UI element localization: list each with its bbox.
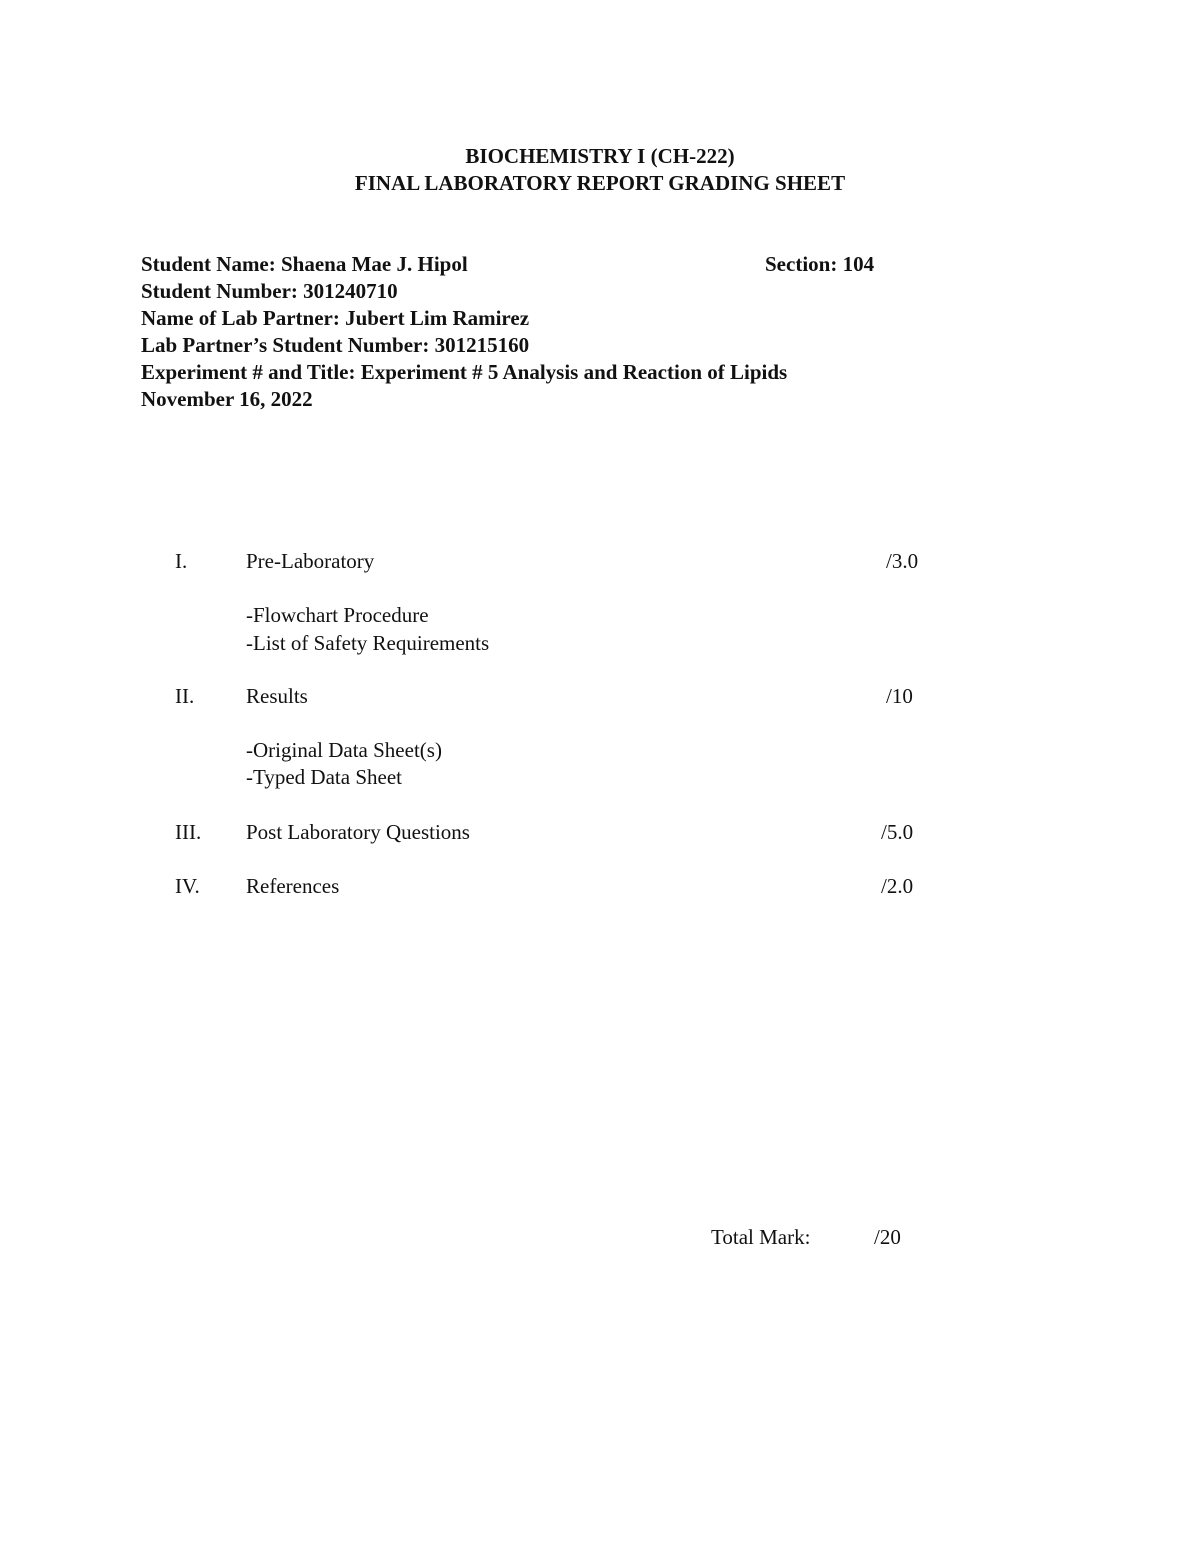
section-subitem: -List of Safety Requirements [246,631,490,655]
section-subitem: -Original Data Sheet(s) [246,738,442,762]
section-mark: /3.0 [886,549,919,573]
document-title: BIOCHEMISTRY I (CH-222) [465,144,735,168]
document-subtitle: FINAL LABORATORY REPORT GRADING SHEET [354,171,846,195]
lab-partner-number: Lab Partner’s Student Number: 301215160 [141,333,530,357]
section-mark: /5.0 [881,820,914,844]
section-mark: /10 [886,684,913,708]
student-number: Student Number: 301240710 [141,279,398,303]
section-numeral: III. [175,820,202,844]
total-mark-label: Total Mark: [711,1225,811,1249]
section-title: Post Laboratory Questions [246,820,470,844]
section-subitem: -Typed Data Sheet [246,765,402,789]
total-mark-value: /20 [874,1225,901,1249]
section-title: Pre-Laboratory [246,549,375,573]
section-mark: /2.0 [881,874,914,898]
report-date: November 16, 2022 [141,387,313,411]
student-name: Student Name: Shaena Mae J. Hipol [141,252,468,276]
section-numeral: I. [175,549,188,573]
section-subitem: -Flowchart Procedure [246,603,429,627]
section-title: Results [246,684,308,708]
section-numeral: II. [175,684,195,708]
section-numeral: IV. [175,874,200,898]
section-number: Section: 104 [765,252,875,276]
experiment-title: Experiment # and Title: Experiment # 5 Analysis and Reaction of Lipids [141,360,788,384]
section-title: References [246,874,340,898]
lab-partner-name: Name of Lab Partner: Jubert Lim Ramirez [141,306,530,330]
